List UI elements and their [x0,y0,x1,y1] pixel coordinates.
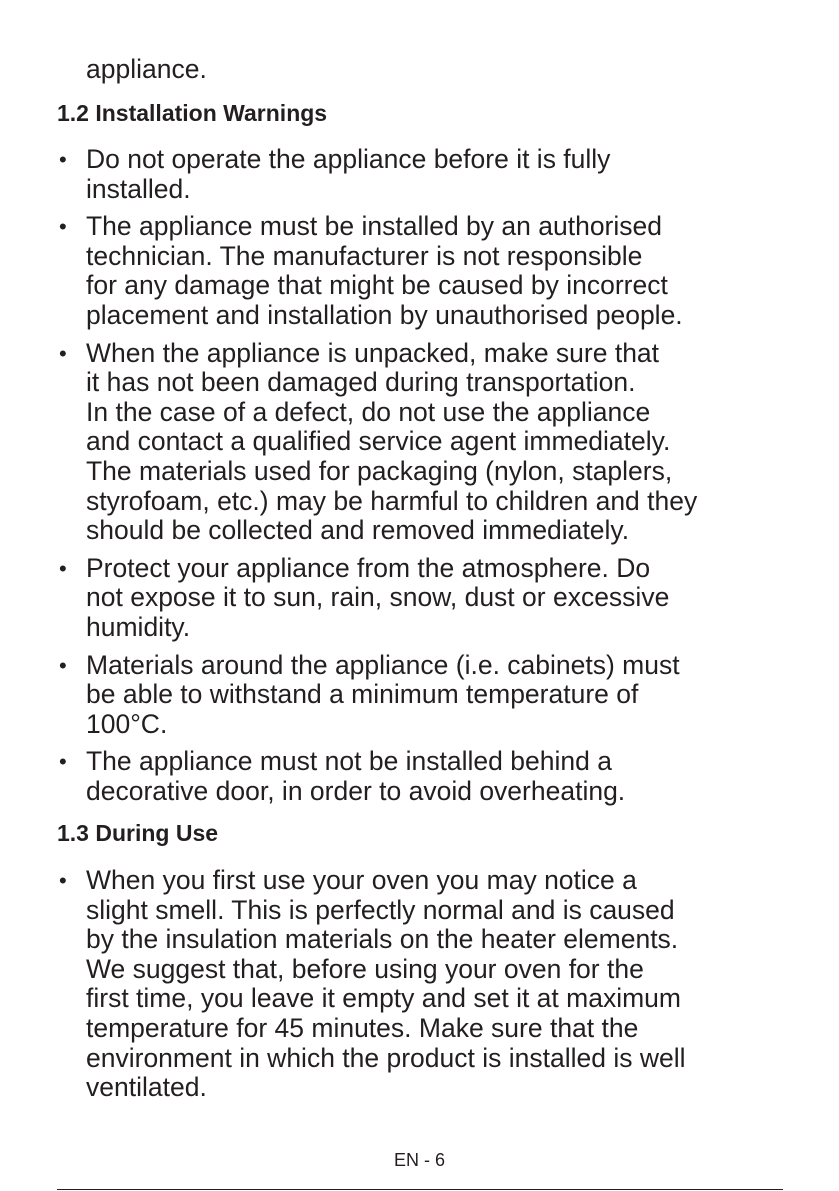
text-line: When you first use your oven you may notice a [86,865,637,895]
text-line: styrofoam, etc.) may be harmful to children and they [86,485,698,516]
text-line: not expose it to sun, rain, snow, dust or excessive [86,582,670,613]
text-line: first time, you leave it empty and set it at maximum [86,983,681,1014]
page-number: EN - 6 [393,1150,445,1170]
bullet-icon: • [59,214,67,240]
text-line: The appliance must not be installed behind a [86,746,612,777]
text-line: placement and installation by unauthorised people. [86,299,683,330]
bullet-icon: • [59,749,67,775]
list-item [57,339,797,546]
carry-over-text: appliance. [86,54,207,84]
text-line: by the insulation materials on the heater elements. [86,924,679,955]
text-line: for any damage that might be caused by incorrect [86,270,668,301]
list-item [57,554,797,643]
section-heading-installation-warnings: 1.2 Installation Warnings [57,100,328,126]
bullet-icon: • [59,652,67,678]
list-item [57,747,797,806]
installation-warnings-list [57,145,797,814]
text-line: The appliance must be installed by an authorised [86,211,662,242]
text-line: environment in which the product is installed is well [86,1042,686,1073]
text-line: 100°C. [86,708,168,739]
text-line: temperature for 45 minutes. Make sure that the [86,1012,639,1043]
text-line: Protect your appliance from the atmosphere. Do [86,552,651,583]
text-line: technician. The manufacturer is not responsible [86,240,643,271]
list-item [57,866,797,1103]
text-line: ventilated. [86,1072,207,1103]
text-line: should be collected and removed immediately. [86,515,630,546]
bullet-icon: • [59,868,67,893]
section-heading-during-use: 1.3 During Use [57,820,219,846]
list-item [57,145,797,204]
text-line: humidity. [86,611,191,642]
text-line: When the appliance is unpacked, make sure that [86,337,660,368]
text-line: Materials around the appliance (i.e. cabinets) must [86,649,680,680]
text-line: The materials used for packaging (nylon, staplers, [86,455,673,486]
text-line: We suggest that, before using your oven for the [86,953,644,984]
text-line: be able to withstand a minimum temperature of [86,679,639,710]
text-line: decorative door, in order to avoid overheating. [86,775,626,806]
text-line: Do not operate the appliance before it is fully [86,144,611,174]
bullet-icon: • [59,147,67,172]
text-line: installed. [86,173,191,204]
text-line: and contact a qualified service agent immediately. [86,426,671,457]
text-line: slight smell. This is perfectly normal and is caused [86,894,675,925]
list-item [57,212,797,330]
footer-divider [57,1189,783,1190]
bullet-icon: • [59,555,67,581]
bullet-icon: • [59,340,67,366]
text-line: In the case of a defect, do not use the appliance [86,396,651,427]
list-item [57,651,797,740]
text-line: it has not been damaged during transportation. [86,367,636,398]
during-use-list [57,866,797,1111]
